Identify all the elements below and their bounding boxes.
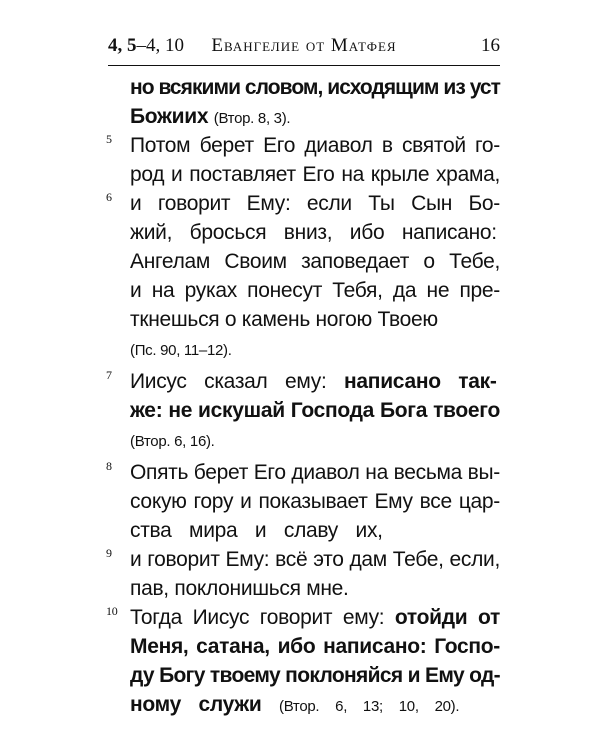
line-text: Тогда Иисус говорит ему: [130,606,395,629]
text-line [104,516,500,545]
verse-number: 10 [106,604,118,618]
line-text: сокую гору и показывает Ему все цар- [130,490,500,513]
line-text: Опять берет Его диавол на весьма вы- [130,461,500,484]
header-rule [108,65,500,66]
citation: (Втор. 6, 13; 10, 20). [279,698,460,715]
bold-text: ду Богу твоему поклоняйся и Ему од- [130,664,500,687]
text-line [104,160,500,189]
text-line [104,661,500,690]
verse-range-end: 4, 10 [146,35,184,56]
bold-text: Божиих [130,105,209,128]
text-line [104,305,500,334]
citation: (Пс. 90, 11–12). [130,342,232,359]
line-text: ства мира и славу их, [130,519,383,542]
bold-text: Меня, сатана, ибо написано: Госпо- [130,635,500,658]
citation: (Втор. 8, 3). [213,110,291,127]
text-line [104,487,500,516]
line-text: и говорит Ему: если Ты Сын Бо- [130,192,500,215]
line-text: и говорит Ему: всё это дам Тебе, если, [130,548,500,571]
text-line [104,458,500,487]
verse-number: 8 [106,459,112,473]
text-line [104,131,500,160]
line-text [261,693,279,716]
text-line [104,632,500,661]
line-text: жий, бросься вниз, ибо написано: [130,221,497,244]
line-text: пав, поклонишься мне. [130,577,349,600]
text-line [104,73,500,102]
running-header [108,30,500,62]
verse-range-start: 4, 5 [108,35,137,56]
verse-number: 6 [106,190,112,204]
text-line [104,102,500,131]
bold-text: написано так- [344,370,497,393]
bold-text: же: не искушай Господа Бога твоего [130,399,500,422]
line-text: ткнешься о камень ногою Твоею [130,308,438,331]
scripture-text [104,73,500,719]
text-line [104,574,500,603]
text-line [104,545,500,574]
bold-text: но всякими словом, исходящим из уст [130,76,500,99]
text-line [104,247,500,276]
verse-number: 9 [106,546,112,560]
text-line [104,425,500,458]
text-line [104,396,500,425]
verse-number: 7 [106,368,112,382]
line-text: и на руках понесут Тебя, да не пре- [130,279,500,302]
text-line [104,218,500,247]
verse-range-separator: – [136,35,146,56]
text-line [104,367,500,396]
line-text: род и поставляет Его на крыле храма, [130,163,500,186]
book-title: Евангелие от Матфея [211,35,397,56]
text-line [104,189,500,218]
line-text: Иисус сказал ему: [130,370,345,393]
text-line [104,334,500,367]
page-number: 16 [481,35,500,56]
text-line [104,276,500,305]
citation: (Втор. 6, 16). [130,433,215,450]
line-text: Потом берет Его диавол в святой го- [130,134,500,157]
bold-text: ному служи [130,693,262,716]
line-text: Ангелам Своим заповедает о Тебе, [130,250,500,273]
bold-text: отойди от [394,606,501,629]
text-line [104,690,500,719]
verse-number: 5 [106,132,112,146]
text-line [104,603,500,632]
